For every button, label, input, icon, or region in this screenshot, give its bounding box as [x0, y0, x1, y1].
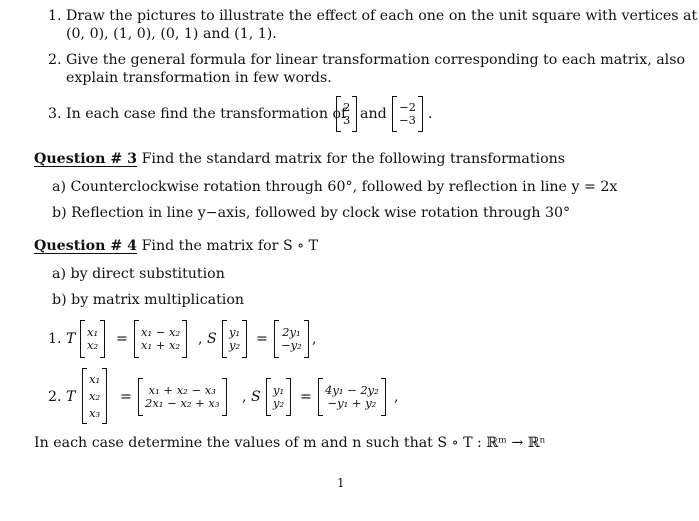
list-item-2-line2: explain transformation in few words.: [66, 70, 332, 86]
eq1-t-input: x₁ x₂: [80, 320, 105, 358]
list-item-1-line1: Draw the pictures to illustrate the effect of each one on the unit square with vertices at: [66, 8, 698, 24]
equation-2-T: T: [66, 389, 76, 405]
list-item-3-end: .: [428, 106, 433, 122]
question-3-heading: [34, 151, 565, 167]
list-item-3-number: 3.: [48, 106, 62, 122]
equation-2-S: , S: [242, 389, 261, 405]
final-statement: In each case determine the values of m and n such that S ∘ T : ℝᵐ → ℝⁿ: [34, 435, 546, 451]
question-4-part-b: b) by matrix multiplication: [52, 292, 245, 308]
question-4-title: Question # 4: [34, 238, 138, 254]
equals-sign: =: [256, 331, 268, 347]
eq2-s-output: 4y₁ − 2y₂ −y₁ + y₂: [318, 378, 386, 416]
question-3-text: Find the standard matrix for the following transformations: [141, 151, 566, 167]
eq2-t-input: x₁ x₂ x₃: [82, 368, 107, 424]
eq1-s-input: y₁ y₂: [222, 320, 247, 358]
eq2-s-input: y₁ y₂: [266, 378, 291, 416]
equals-sign: =: [300, 389, 312, 405]
question-3-part-a: a) Counterclockwise rotation through 60°, followed by reflection in line y = 2x: [52, 179, 618, 195]
equation-2-number: 2.: [48, 389, 62, 405]
page-number: 1: [337, 476, 345, 490]
equals-sign: =: [120, 389, 132, 405]
eq2-t-output: x₁ + x₂ − x₃ 2x₁ − x₂ + x₃: [138, 378, 227, 416]
question-4-heading: [34, 238, 318, 254]
list-item-3-text: In each case find the transformation of: [66, 106, 347, 122]
equals-sign: =: [116, 331, 128, 347]
list-item-1-line2: (0, 0), (1, 0), (0, 1) and (1, 1).: [66, 26, 277, 42]
eq1-t-output: x₁ − x₂ x₁ + x₂: [134, 320, 187, 358]
list-item-2-line1: Give the general formula for linear transformation corresponding to each matrix, also: [66, 52, 686, 68]
and-word: and: [360, 106, 387, 122]
eq1-s-output: 2y₁ −y₂: [274, 320, 309, 358]
equation-1-S: , S: [198, 331, 217, 347]
question-4-text: Find the matrix for S ∘ T: [141, 238, 319, 254]
question-3-part-b: b) Reflection in line y−axis, followed by clock wise rotation through 30°: [52, 205, 571, 221]
equation-1-number: 1.: [48, 331, 62, 347]
list-item-2-number: 2.: [48, 52, 62, 68]
question-4-part-a: a) by direct substitution: [52, 266, 225, 282]
equation-1-T: T: [66, 331, 76, 347]
document-page: 1. Draw the pictures to illustrate the effect of each one on the unit square with vertices at (0, 0), (1, 0), (0, 1) and (1, 1). 2. Give the general formula for linear transformation corresponding to each matrix, also explain transformation in few words. 3. In each case find the transformation of 2 3 and −2 −3 . Question # 3 Find the standard matrix for the following transformations a) Counterclockwise rotation through 60°, followed by reflection in line y = 2x b) Reflection in line y−axis, followed by clock wise rotation through 30° Question # 4 Find the matrix for S ∘ T a) by direct substitution b) by matrix multiplication 1. T x₁ x₂ = x₁ − x₂ x₁ + x₂ , S y₁ y₂ = 2y₁ −y₂ , 2. T x₁ x₂ x₃ = x₁ + x₂ − x₃ 2x₁ − x₂ + x₃ , S y₁ y₂ = 4y₁ − 2y₂ −y₁ + y₂ , In each case determine the values of m and n such that S ∘ T : ℝᵐ → ℝⁿ 1: [34, 8, 698, 490]
vector-2-3: 2 3: [336, 96, 357, 132]
list-item-1-number: 1.: [48, 8, 62, 24]
vector-neg2-neg3: −2 −3: [392, 96, 423, 132]
question-3-title: Question # 3: [34, 151, 138, 167]
